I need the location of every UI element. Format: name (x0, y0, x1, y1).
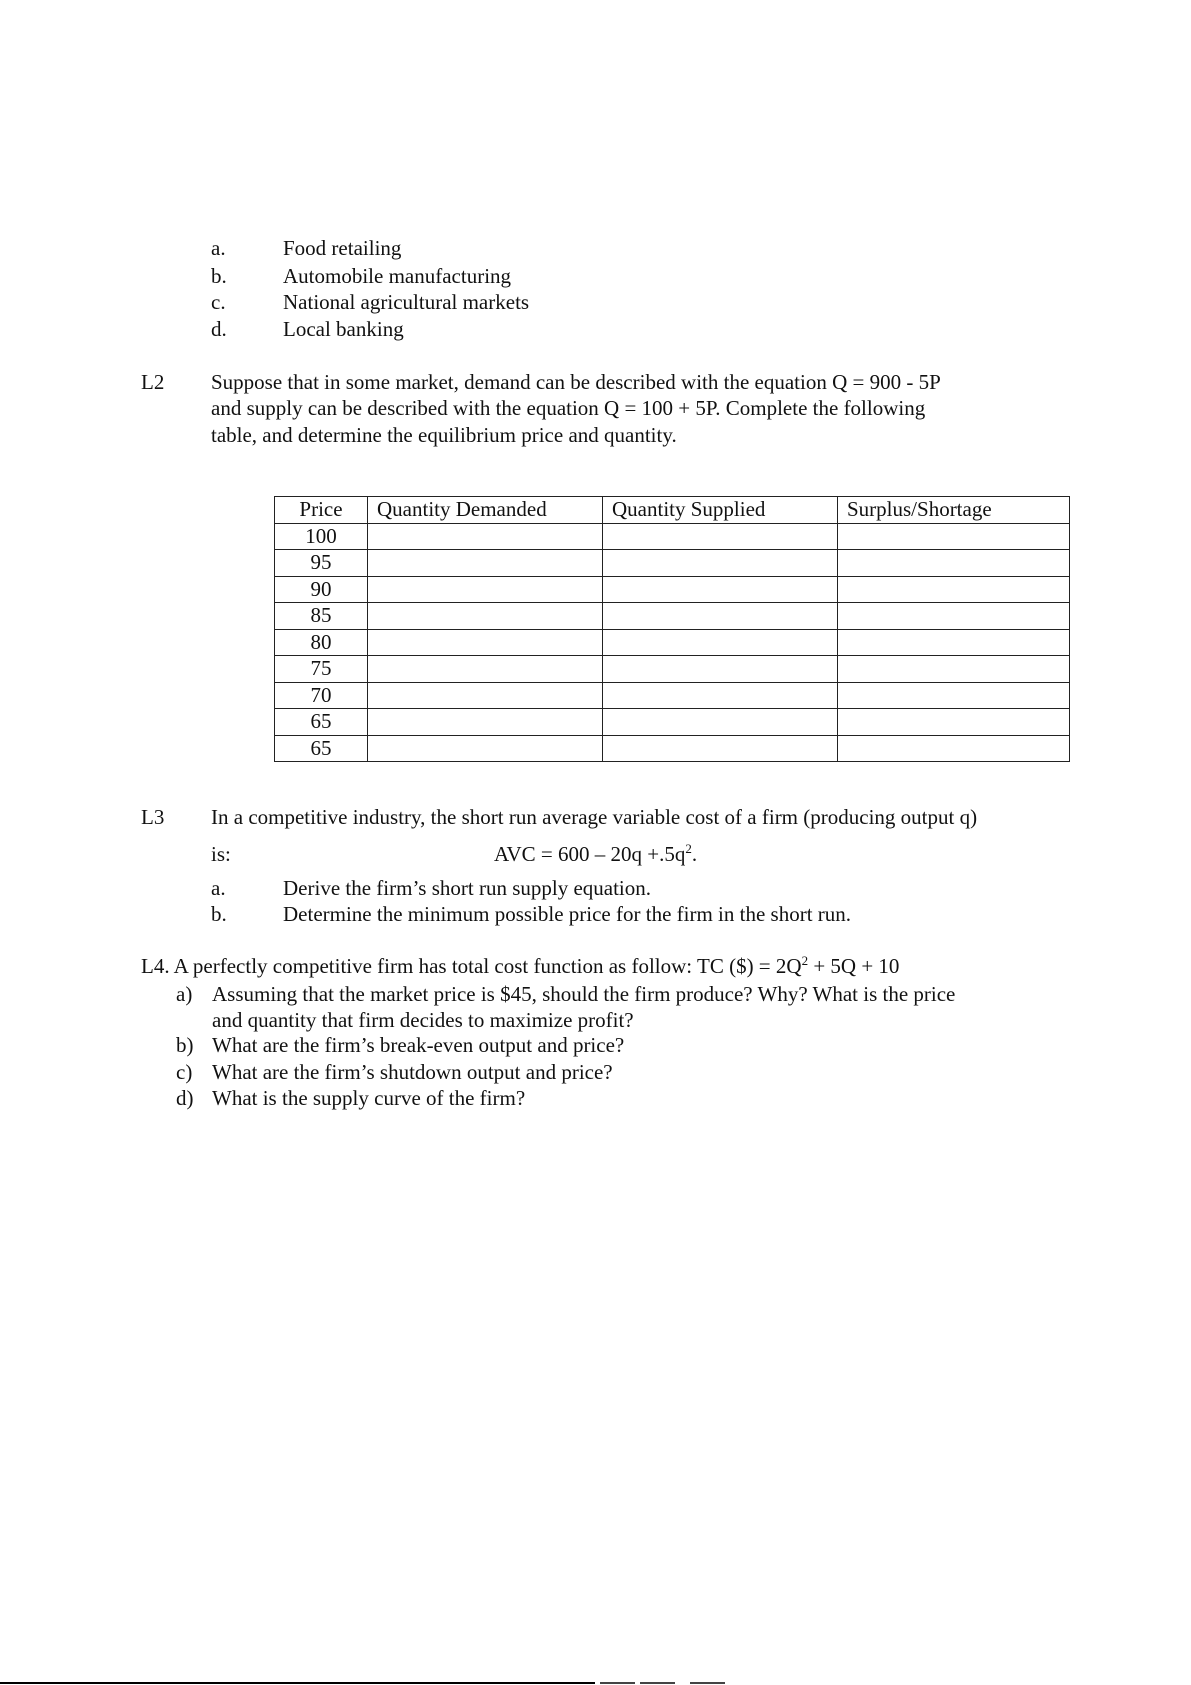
item-marker: c) (176, 1060, 193, 1084)
question-label: L2 (141, 370, 165, 394)
surplus-shortage-cell[interactable] (838, 550, 1070, 577)
quantity-demanded-cell[interactable] (368, 656, 603, 683)
quantity-demanded-cell[interactable] (368, 603, 603, 630)
option-text: Automobile manufacturing (283, 264, 512, 288)
surplus-shortage-cell[interactable] (838, 682, 1070, 709)
header-surplus-shortage: Surplus/Shortage (838, 497, 1070, 524)
supply-demand-table (274, 496, 1070, 762)
option-marker: d. (211, 317, 227, 341)
page-bottom-rule-fragment (640, 1682, 675, 1684)
table-row (275, 629, 1070, 656)
price-cell: 85 (275, 603, 368, 630)
question-label: L3 (141, 805, 165, 829)
item-marker: b. (211, 902, 227, 926)
price-cell: 70 (275, 682, 368, 709)
option-text: National agricultural markets (283, 290, 530, 314)
surplus-shortage-cell[interactable] (838, 629, 1070, 656)
quantity-demanded-cell[interactable] (368, 629, 603, 656)
quantity-supplied-cell[interactable] (603, 603, 838, 630)
item-text: and quantity that firm decides to maximize profit? (212, 1008, 634, 1032)
item-text: What are the firm’s shutdown output and price? (212, 1060, 613, 1084)
price-cell: 65 (275, 735, 368, 762)
quantity-demanded-cell[interactable] (368, 576, 603, 603)
item-marker: a) (176, 982, 193, 1006)
quantity-supplied-cell[interactable] (603, 656, 838, 683)
quantity-demanded-cell[interactable] (368, 709, 603, 736)
table-row (275, 523, 1070, 550)
page-bottom-rule-fragment (690, 1682, 725, 1684)
question-text-line: In a competitive industry, the short run average variable cost of a firm (producing output q) (211, 805, 978, 829)
item-marker: d) (176, 1086, 194, 1110)
surplus-shortage-cell[interactable] (838, 735, 1070, 762)
question-intro (141, 953, 899, 979)
table-row (275, 656, 1070, 683)
option-marker: c. (211, 290, 226, 314)
item-text: What is the supply curve of the firm? (212, 1086, 526, 1110)
quantity-demanded-cell[interactable] (368, 682, 603, 709)
is-label: is: (211, 842, 231, 866)
quantity-demanded-cell[interactable] (368, 523, 603, 550)
page-bottom-rule (0, 1682, 595, 1684)
table-row (275, 709, 1070, 736)
quantity-supplied-cell[interactable] (603, 523, 838, 550)
price-cell: 90 (275, 576, 368, 603)
quantity-supplied-cell[interactable] (603, 682, 838, 709)
intro-exponent: 2 (801, 953, 809, 968)
table-row (275, 603, 1070, 630)
quantity-supplied-cell[interactable] (603, 576, 838, 603)
table-row (275, 576, 1070, 603)
item-text: Determine the minimum possible price for the firm in the short run. (283, 902, 852, 926)
equation-text: AVC = 600 – 20q +.5q (494, 842, 686, 866)
question-text-line: and supply can be described with the equation Q = 100 + 5P. Complete the following (211, 396, 926, 420)
option-marker: a. (211, 236, 226, 260)
intro-text: L4. A perfectly competitive firm has total cost function as follow: TC ($) = 2Q (141, 954, 802, 978)
item-text: Derive the firm’s short run supply equation. (283, 876, 652, 900)
price-cell: 80 (275, 629, 368, 656)
price-cell: 75 (275, 656, 368, 683)
table-row (275, 735, 1070, 762)
equation-end: . (691, 842, 698, 866)
header-quantity-demanded: Quantity Demanded (368, 497, 603, 524)
table-header-row (275, 497, 1070, 524)
surplus-shortage-cell[interactable] (838, 523, 1070, 550)
header-quantity-supplied: Quantity Supplied (603, 497, 838, 524)
question-text-line: table, and determine the equilibrium price and quantity. (211, 423, 677, 447)
equation-exponent: 2 (685, 841, 692, 856)
question-text-line: Suppose that in some market, demand can be described with the equation Q = 900 - 5P (211, 370, 941, 394)
item-text: Assuming that the market price is $45, should the firm produce? Why? What is the price (212, 982, 956, 1006)
header-price: Price (275, 497, 368, 524)
item-marker: a. (211, 876, 226, 900)
avc-equation (494, 841, 697, 867)
quantity-supplied-cell[interactable] (603, 550, 838, 577)
price-cell: 65 (275, 709, 368, 736)
item-text: What are the firm’s break-even output and price? (212, 1033, 625, 1057)
quantity-supplied-cell[interactable] (603, 735, 838, 762)
table-row (275, 550, 1070, 577)
quantity-supplied-cell[interactable] (603, 709, 838, 736)
quantity-demanded-cell[interactable] (368, 735, 603, 762)
table-row (275, 682, 1070, 709)
item-marker: b) (176, 1033, 194, 1057)
price-cell: 100 (275, 523, 368, 550)
option-marker: b. (211, 264, 227, 288)
option-text: Local banking (283, 317, 404, 341)
intro-text-end: + 5Q + 10 (808, 954, 900, 978)
surplus-shortage-cell[interactable] (838, 603, 1070, 630)
surplus-shortage-cell[interactable] (838, 576, 1070, 603)
option-text: Food retailing (283, 236, 402, 260)
page-bottom-rule-fragment (600, 1682, 635, 1684)
surplus-shortage-cell[interactable] (838, 656, 1070, 683)
price-cell: 95 (275, 550, 368, 577)
quantity-demanded-cell[interactable] (368, 550, 603, 577)
surplus-shortage-cell[interactable] (838, 709, 1070, 736)
quantity-supplied-cell[interactable] (603, 629, 838, 656)
